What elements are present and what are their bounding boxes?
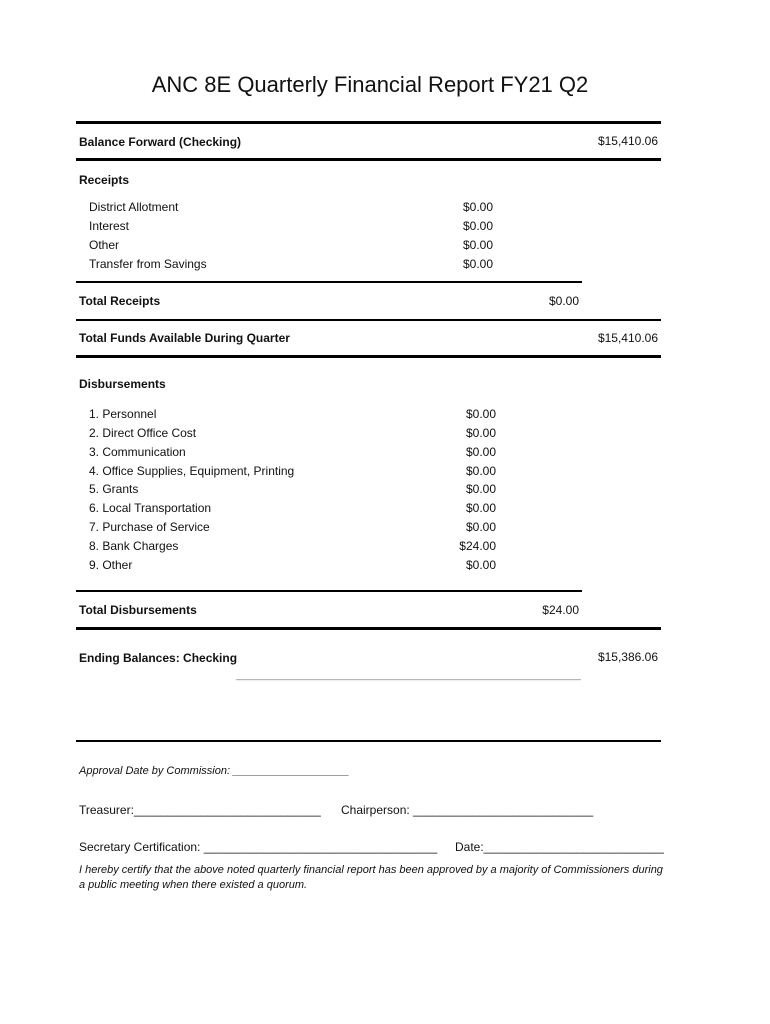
receipt-label: Interest	[89, 219, 130, 233]
divider	[76, 740, 661, 742]
divider	[76, 355, 661, 358]
receipt-value: $0.00	[462, 219, 493, 233]
disbursement-label: 3. Communication	[89, 445, 186, 459]
secretary-certification: Secretary Certification: ___________________________________	[79, 840, 438, 854]
disbursements-heading: Disbursements	[79, 377, 166, 391]
divider	[76, 281, 582, 283]
treasurer-signature: Treasurer:____________________________	[79, 803, 321, 817]
receipts-heading: Receipts	[79, 173, 130, 187]
disbursement-value: $0.00	[465, 501, 496, 515]
divider	[76, 158, 661, 161]
divider	[76, 121, 661, 124]
ending-balance-value: $15,386.06	[597, 650, 658, 664]
disbursement-label: 7. Purchase of Service	[89, 520, 210, 534]
ending-balance-label: Ending Balances: Checking	[79, 651, 238, 665]
disbursement-label: 6. Local Transportation	[89, 501, 212, 515]
divider	[76, 627, 661, 630]
receipt-label: District Allotment	[89, 200, 179, 214]
disbursement-label: 8. Bank Charges	[89, 539, 179, 553]
disbursement-value: $0.00	[465, 445, 496, 459]
disbursement-label: 1. Personnel	[89, 407, 157, 421]
receipt-label: Transfer from Savings	[89, 257, 207, 271]
balance-forward-value: $15,410.06	[597, 134, 658, 148]
balance-forward-label: Balance Forward (Checking)	[79, 135, 242, 149]
total-funds-label: Total Funds Available During Quarter	[79, 331, 290, 345]
total-funds-value: $15,410.06	[597, 331, 658, 345]
chairperson-signature: Chairperson: ___________________________	[341, 803, 594, 817]
total-disbursements-label: Total Disbursements	[79, 603, 197, 617]
disbursement-value: $0.00	[465, 407, 496, 421]
disbursement-value: $0.00	[465, 558, 496, 572]
divider	[76, 590, 582, 592]
disbursement-label: 2. Direct Office Cost	[89, 426, 197, 440]
receipt-value: $0.00	[462, 238, 493, 252]
disbursement-label: 5. Grants	[89, 482, 139, 496]
disbursement-label: 4. Office Supplies, Equipment, Printing	[89, 464, 295, 478]
disbursement-value: $24.00	[459, 539, 496, 553]
disbursement-value: $0.00	[465, 520, 496, 534]
disbursement-value: $0.00	[465, 482, 496, 496]
total-receipts-value: $0.00	[548, 294, 579, 308]
certification-statement: I hereby certify that the above noted quarterly financial report has been approved by a majority of Commissioners during a public meeting when there existed a quorum.	[79, 864, 663, 891]
disbursement-label: 9. Other	[89, 558, 133, 572]
total-disbursements-value: $24.00	[542, 603, 579, 617]
ending-underline: ______________________________________________________________	[236, 670, 581, 681]
approval-date-field: Approval Date by Commission: ___________________	[79, 765, 350, 777]
date-field: Date:___________________________	[455, 840, 664, 854]
divider	[76, 319, 661, 321]
disbursement-value: $0.00	[465, 426, 496, 440]
receipt-value: $0.00	[462, 200, 493, 214]
page-title: ANC 8E Quarterly Financial Report FY21 Q2	[151, 72, 589, 97]
receipt-value: $0.00	[462, 257, 493, 271]
total-receipts-label: Total Receipts	[79, 294, 161, 308]
disbursement-value: $0.00	[465, 464, 496, 478]
receipt-label: Other	[89, 238, 120, 252]
